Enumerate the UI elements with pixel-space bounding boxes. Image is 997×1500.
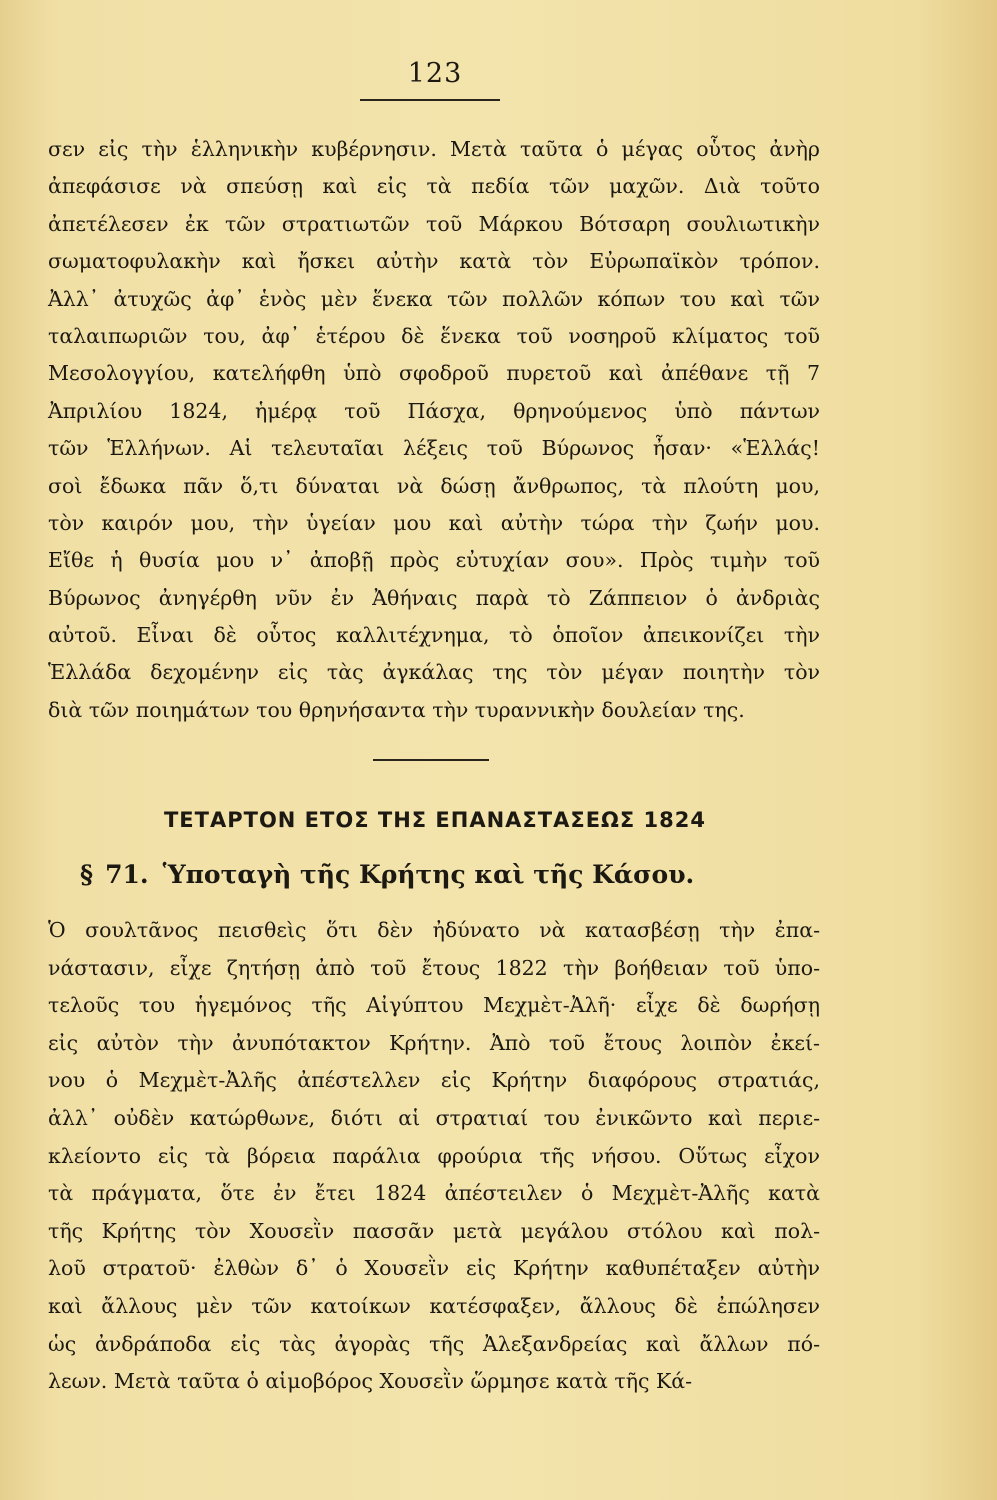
text-line: νου ὁ Μεχμὲτ-Ἀλῆς ἀπέστελλεν εἰς Κρήτην διαφόρους στρατιάς, (48, 1068, 820, 1093)
text-line: τῆς Κρήτης τὸν Χουσεῒν πασσᾶν μετὰ μεγάλου στόλου καὶ πολ- (48, 1218, 820, 1243)
text-line: τὸν καιρόν μου, τὴν ὑγείαν μου καὶ αὐτὴν τώρα τὴν ζωήν μου. (48, 510, 820, 535)
text-line: λοῦ στρατοῦ· ἐλθὼν δ᾽ ὁ Χουσεῒν εἰς Κρήτην καθυπέταξεν αὐτὴν (48, 1256, 820, 1281)
text-line: Ἀπριλίου 1824, ἡμέρᾳ τοῦ Πάσχα, θρηνούμενος ὑπὸ πάντων (48, 398, 820, 423)
section-heading (80, 860, 694, 889)
text-line: ταλαιπωριῶν του, ἀφ᾽ ἑτέρου δὲ ἕνεκα τοῦ νοσηροῦ κλίματος τοῦ (48, 323, 820, 348)
text-line: νάστασιν, εἶχε ζητήσῃ ἀπὸ τοῦ ἔτους 1822 τὴν βοήθειαν τοῦ ὑπο- (48, 955, 820, 980)
text-line: λεων. Μετὰ ταῦτα ὁ αἱμοβόρος Χουσεῒν ὥρμησε κατὰ τῆς Κά- (48, 1369, 693, 1394)
section-divider (373, 759, 489, 761)
section-number: 71. (105, 860, 149, 889)
text-line: Ἑλλάδα δεχομένην εἰς τὰς ἀγκάλας της τὸν μέγαν ποιητὴν τὸν (48, 660, 820, 685)
text-line: διὰ τῶν ποιημάτων του θρηνήσαντα τὴν τυραννικὴν δουλείαν της. (48, 697, 745, 722)
section-title: Ὑποταγὴ τῆς Κρήτης καὶ τῆς Κάσου. (162, 860, 695, 889)
page-number: 123 (407, 58, 463, 89)
text-line: σεν εἰς τὴν ἑλληνικὴν κυβέρνησιν. Μετὰ ταῦτα ὁ μέγας οὗτος ἀνὴρ (48, 137, 820, 161)
year-heading: ΤΕΤΑΡΤΟΝ ΕΤΟΣ ΤΗΣ ΕΠΑΝΑΣΤΑΣΕΩΣ 1824 (163, 808, 706, 832)
header-rule (360, 99, 500, 101)
paragraph-crete (48, 912, 820, 1401)
text-line: κλείοντο εἰς τὰ βόρεια παράλια φρούρια τῆς νήσου. Οὕτως εἶχον (48, 1143, 820, 1168)
paragraph-byron (48, 131, 820, 729)
text-line: σωματοφυλακὴν καὶ ἤσκει αὐτὴν κατὰ τὸν Εὐρωπαϊκὸν τρόπον. (48, 249, 820, 274)
section-symbol: § (80, 860, 94, 889)
text-line: ἀπεφάσισε νὰ σπεύσῃ καὶ εἰς τὰ πεδία τῶν μαχῶν. Διὰ τοῦτο (48, 174, 820, 199)
text-line: ἀπετέλεσεν ἐκ τῶν στρατιωτῶν τοῦ Μάρκου Βότσαρη σουλιωτικὴν (48, 211, 820, 236)
text-line: Ὁ σουλτᾶνος πεισθεὶς ὅτι δὲν ἠδύνατο νὰ κατασβέσῃ τὴν ἐπα- (48, 918, 820, 942)
text-line: εἰς αὐτὸν τὴν ἀνυπότακτον Κρήτην. Ἀπὸ τοῦ ἔτους λοιπὸν ἐκεί- (48, 1030, 820, 1055)
text-line: αὐτοῦ. Εἶναι δὲ οὗτος καλλιτέχνημα, τὸ ὁποῖον ἀπεικονίζει τὴν (48, 623, 820, 648)
text-line: Εἴθε ἡ θυσία μου ν᾽ ἀποβῇ πρὸς εὐτυχίαν σου». Πρὸς τιμὴν τοῦ (48, 548, 820, 573)
text-line: Ἀλλ᾽ ἀτυχῶς ἀφ᾽ ἑνὸς μὲν ἕνεκα τῶν πολλῶν κόπων του καὶ τῶν (48, 286, 820, 311)
text-line: σοὶ ἔδωκα πᾶν ὅ,τι δύναται νὰ δώσῃ ἄνθρωπος, τὰ πλούτη μου, (48, 473, 820, 498)
text-line: τελοῦς του ἡγεμόνος τῆς Αἰγύπτου Μεχμὲτ-Ἀλῆ· εἶχε δὲ δωρήσῃ (48, 993, 820, 1018)
text-line: τὰ πράγματα, ὅτε ἐν ἔτει 1824 ἀπέστειλεν ὁ Μεχμὲτ-Ἀλῆς κατὰ (48, 1181, 820, 1206)
text-line: ἀλλ᾽ οὐδὲν κατώρθωνε, διότι αἱ στρατιαί του ἐνικῶντο καὶ περιε- (48, 1105, 820, 1130)
text-line: τῶν Ἑλλήνων. Αἱ τελευταῖαι λέξεις τοῦ Βύρωνος ἦσαν· «Ἑλλάς! (48, 436, 820, 461)
text-line: Βύρωνος ἀνηγέρθη νῦν ἐν Ἀθήναις παρὰ τὸ Ζάππειον ὁ ἀνδριὰς (48, 585, 820, 610)
text-line: Μεσολογγίου, κατελήφθη ὑπὸ σφοδροῦ πυρετοῦ καὶ ἀπέθανε τῇ 7 (48, 361, 820, 386)
text-line: καὶ ἄλλους μὲν τῶν κατοίκων κατέσφαξεν, ἄλλους δὲ ἐπώλησεν (48, 1293, 820, 1318)
text-line: ὡς ἀνδράποδα εἰς τὰς ἀγορὰς τῆς Ἀλεξανδρείας καὶ ἄλλων πό- (48, 1331, 820, 1356)
